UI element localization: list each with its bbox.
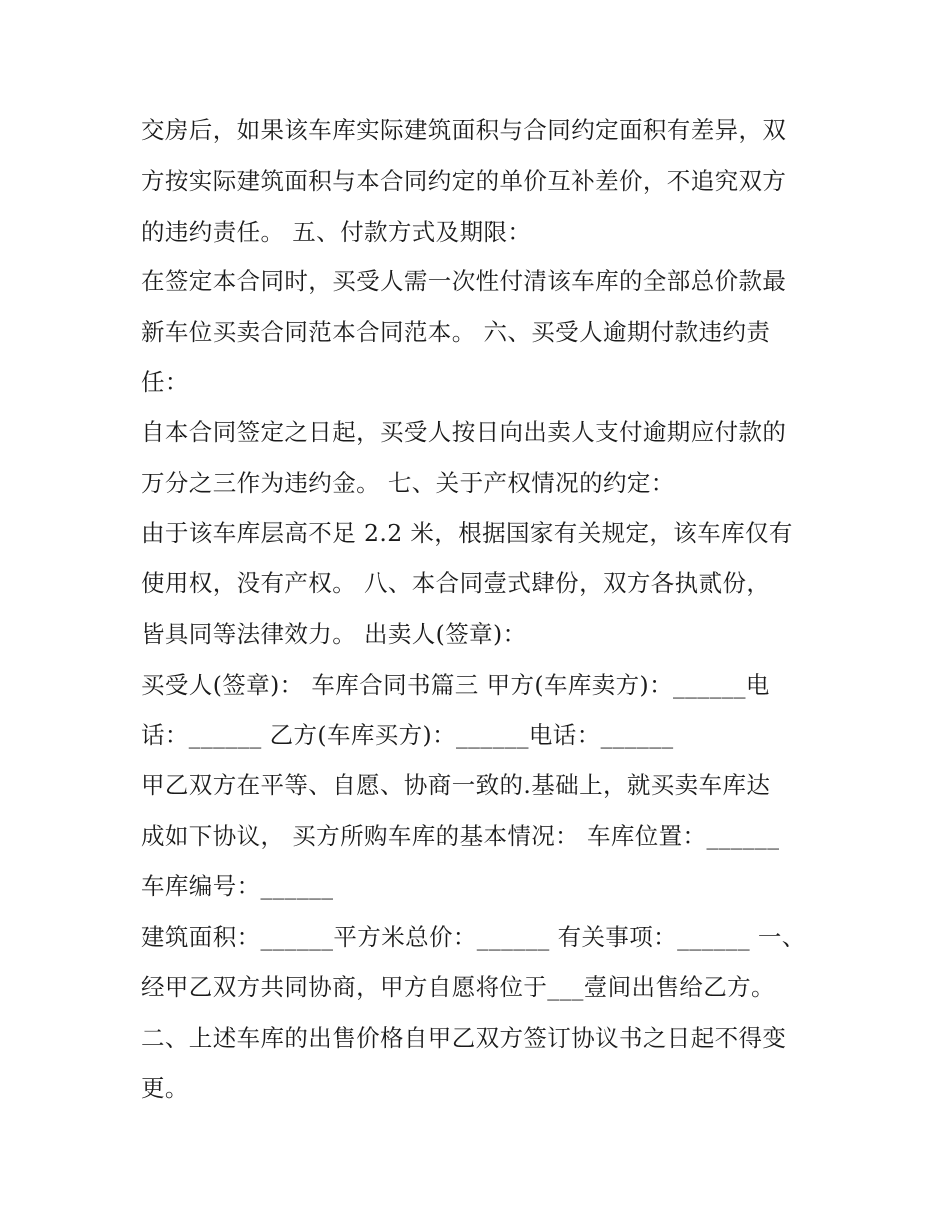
text-line: 使用权，没有产权。 八、本合同壹式肆份，双方各执贰份， (141, 569, 771, 597)
text-line: 话：______ 乙方(车库买方)：______电话：______ (141, 721, 674, 749)
text-line: 车库编号：______ (141, 872, 334, 900)
text-line: 经甲乙双方共同协商，甲方自愿将位于___壹间出售给乙方。 (141, 973, 775, 1001)
text-line: 交房后，如果该车库实际建筑面积与合同约定面积有差异，双 (141, 116, 787, 144)
text-line: 在签定本合同时，买受人需一次性付清该车库的全部总价款最 (141, 267, 787, 295)
text-line: 万分之三作为违约金。 七、关于产权情况的约定： (141, 469, 675, 497)
text-line: 成如下协议， 买方所购车库的基本情况： 车库位置：______ (141, 822, 780, 850)
text-line: 二、上述车库的出售价格自甲乙双方签订协议书之日起不得变 (141, 1024, 787, 1052)
text-line: 更。 (141, 1074, 189, 1102)
text-line: 买受人(签章)： 车库合同书篇三 甲方(车库卖方)：______电 (141, 671, 770, 699)
text-line: 自本合同签定之日起，买受人按日向出卖人支付逾期应付款的 (141, 418, 787, 446)
text-line: 的违约责任。 五、付款方式及期限： (141, 218, 532, 246)
text-line: 新车位买卖合同范本合同范本。 六、买受人逾期付款违约责 (141, 318, 771, 346)
text-line: 方按实际建筑面积与本合同约定的单价互补差价，不追究双方 (141, 167, 787, 195)
text-line: 甲乙双方在平等、自愿、协商一致的.基础上，就买卖车库达 (141, 771, 771, 799)
text-line: 由于该车库层高不足 2.2 米，根据国家有关规定，该车库仅有 (141, 519, 793, 547)
text-line: 任： (141, 368, 189, 396)
text-line: 建筑面积：______平方米总价：______ 有关事项：______ 一、 (141, 923, 806, 951)
text-line: 皆具同等法律效力。 出卖人(签章)： (141, 620, 527, 648)
